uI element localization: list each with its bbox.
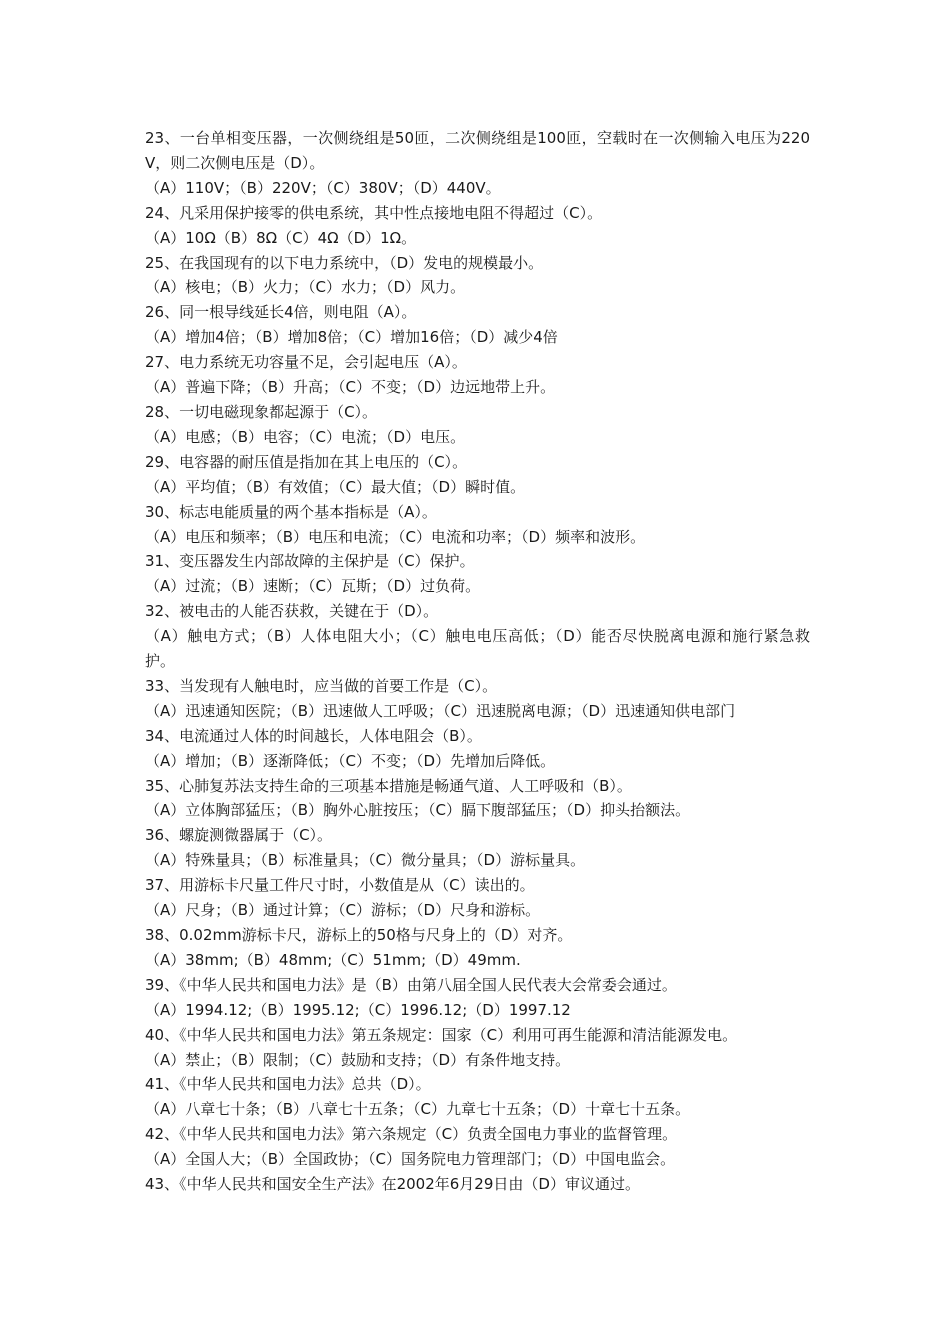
answer-options: （A）过流；（B）速断；（C）瓦斯；（D）过负荷。 [145,577,481,596]
question-text: 24、凡采用保护接零的供电系统，其中性点接地电阻不得超过（C）。 [145,203,603,222]
question-text: 43、《中华人民共和国安全生产法》在2002年6月29日由（D）审议通过。 [145,1175,640,1194]
question-block [145,126,810,201]
question-text: 29、电容器的耐压值是指加在其上电压的（C）。 [145,452,468,471]
answer-options: （A）增加；（B）逐渐降低；（C）不变；（D）先增加后降低。 [145,751,556,770]
question-block [145,251,810,301]
question-block [145,350,810,400]
document-page [145,126,810,1197]
question-block [145,300,810,350]
question-block [145,674,810,724]
question-block [145,973,810,1023]
question-block [145,500,810,550]
answer-options: （A）增加4倍；（B）增加8倍；（C）增加16倍；（D）减少4倍 [145,328,558,347]
answer-options: （A）38mm;（B）48mm;（C）51mm;（D）49mm. [145,950,521,969]
answer-options: （A）全国人大；（B）全国政协；（C）国务院电力管理部门；（D）中国电监会。 [145,1150,676,1169]
question-block [145,1122,810,1172]
question-text: 28、一切电磁现象都起源于（C）。 [145,402,378,421]
question-text: 25、在我国现有的以下电力系统中，（D）发电的规模最小。 [145,253,544,272]
question-text: 26、同一根导线延长4倍，则电阻（A）。 [145,303,417,322]
answer-options: （A）电压和频率；（B）电压和电流；（C）电流和功率；（D）频率和波形。 [145,527,646,546]
answer-options: （A）触电方式；（B）人体电阻大小；（C）触电电压高低；（D）能否尽快脱离电源和施行紧急救护。 [145,627,810,671]
question-block [145,873,810,923]
answer-options: （A）10Ω（B）8Ω（C）4Ω（D）1Ω。 [145,228,417,247]
answer-options: （A）立体胸部猛压；（B）胸外心脏按压；（C）膈下腹部猛压；（D）抑头抬额法。 [145,801,691,820]
answer-options: （A）八章七十条；（B）八章七十五条；（C）九章七十五条；（D）十章七十五条。 [145,1100,691,1119]
question-block [145,1072,810,1122]
answer-options: （A）迅速通知医院；（B）迅速做人工呼吸；（C）迅速脱离电源；（D）迅速通知供电部门 [145,701,736,720]
question-block [145,923,810,973]
question-text: 36、螺旋测微器属于（C）。 [145,826,333,845]
answer-options: （A）特殊量具；（B）标准量具；（C）微分量具；（D）游标量具。 [145,851,586,870]
question-block [145,201,810,251]
question-text: 31、变压器发生内部故障的主保护是（C）保护。 [145,552,475,571]
question-block [145,724,810,774]
question-block [145,823,810,873]
question-text: 23、一台单相变压器，一次侧绕组是50匝，二次侧绕组是100匝，空载时在一次侧输入电压为220V，则二次侧电压是（D）。 [145,129,810,172]
answer-options: （A）1994.12;（B）1995.12;（C）1996.12;（D）1997.12 [145,1000,571,1019]
question-text: 30、标志电能质量的两个基本指标是（A）。 [145,502,437,521]
question-text: 40、《中华人民共和国电力法》第五条规定：国家（C）利用可再生能源和清洁能源发电。 [145,1025,738,1044]
answer-options: （A）尺身；（B）通过计算；（C）游标；（D）尺身和游标。 [145,901,541,920]
question-text: 27、电力系统无功容量不足，会引起电压（A）。 [145,353,467,372]
question-block [145,1172,810,1197]
question-text: 41、《中华人民共和国电力法》总共（D）。 [145,1075,431,1094]
question-block [145,400,810,450]
question-text: 35、心肺复苏法支持生命的三项基本措施是畅通气道、人工呼吸和（B）。 [145,776,632,795]
answer-options: （A）电感；（B）电容；（C）电流；（D）电压。 [145,427,466,446]
question-block [145,599,810,674]
question-text: 37、用游标卡尺量工件尺寸时，小数值是从（C）读出的。 [145,876,535,895]
answer-options: （A）平均值；（B）有效值；（C）最大值；（D）瞬时值。 [145,477,526,496]
answer-options: （A）110V；（B）220V；（C）380V；（D）440V。 [145,178,501,197]
question-block [145,450,810,500]
question-block [145,549,810,599]
question-block [145,774,810,824]
question-text: 32、被电击的人能否获救，关键在于（D）。 [145,602,439,621]
answer-options: （A）核电；（B）火力；（C）水力；（D）风力。 [145,278,466,297]
question-text: 42、《中华人民共和国电力法》第六条规定（C）负责全国电力事业的监督管理。 [145,1125,678,1144]
question-text: 39、《中华人民共和国电力法》是（B）由第八届全国人民代表大会常委会通过。 [145,975,677,994]
question-block [145,1023,810,1073]
question-text: 38、0.02mm游标卡尺，游标上的50格与尺身上的（D）对齐。 [145,926,573,944]
question-text: 34、电流通过人体的时间越长，人体电阻会（B）。 [145,726,482,745]
question-text: 33、当发现有人触电时，应当做的首要工作是（C）。 [145,676,498,695]
answer-options: （A）普遍下降；（B）升高；（C）不变；（D）边远地带上升。 [145,378,556,397]
answer-options: （A）禁止；（B）限制；（C）鼓励和支持；（D）有条件地支持。 [145,1050,571,1069]
